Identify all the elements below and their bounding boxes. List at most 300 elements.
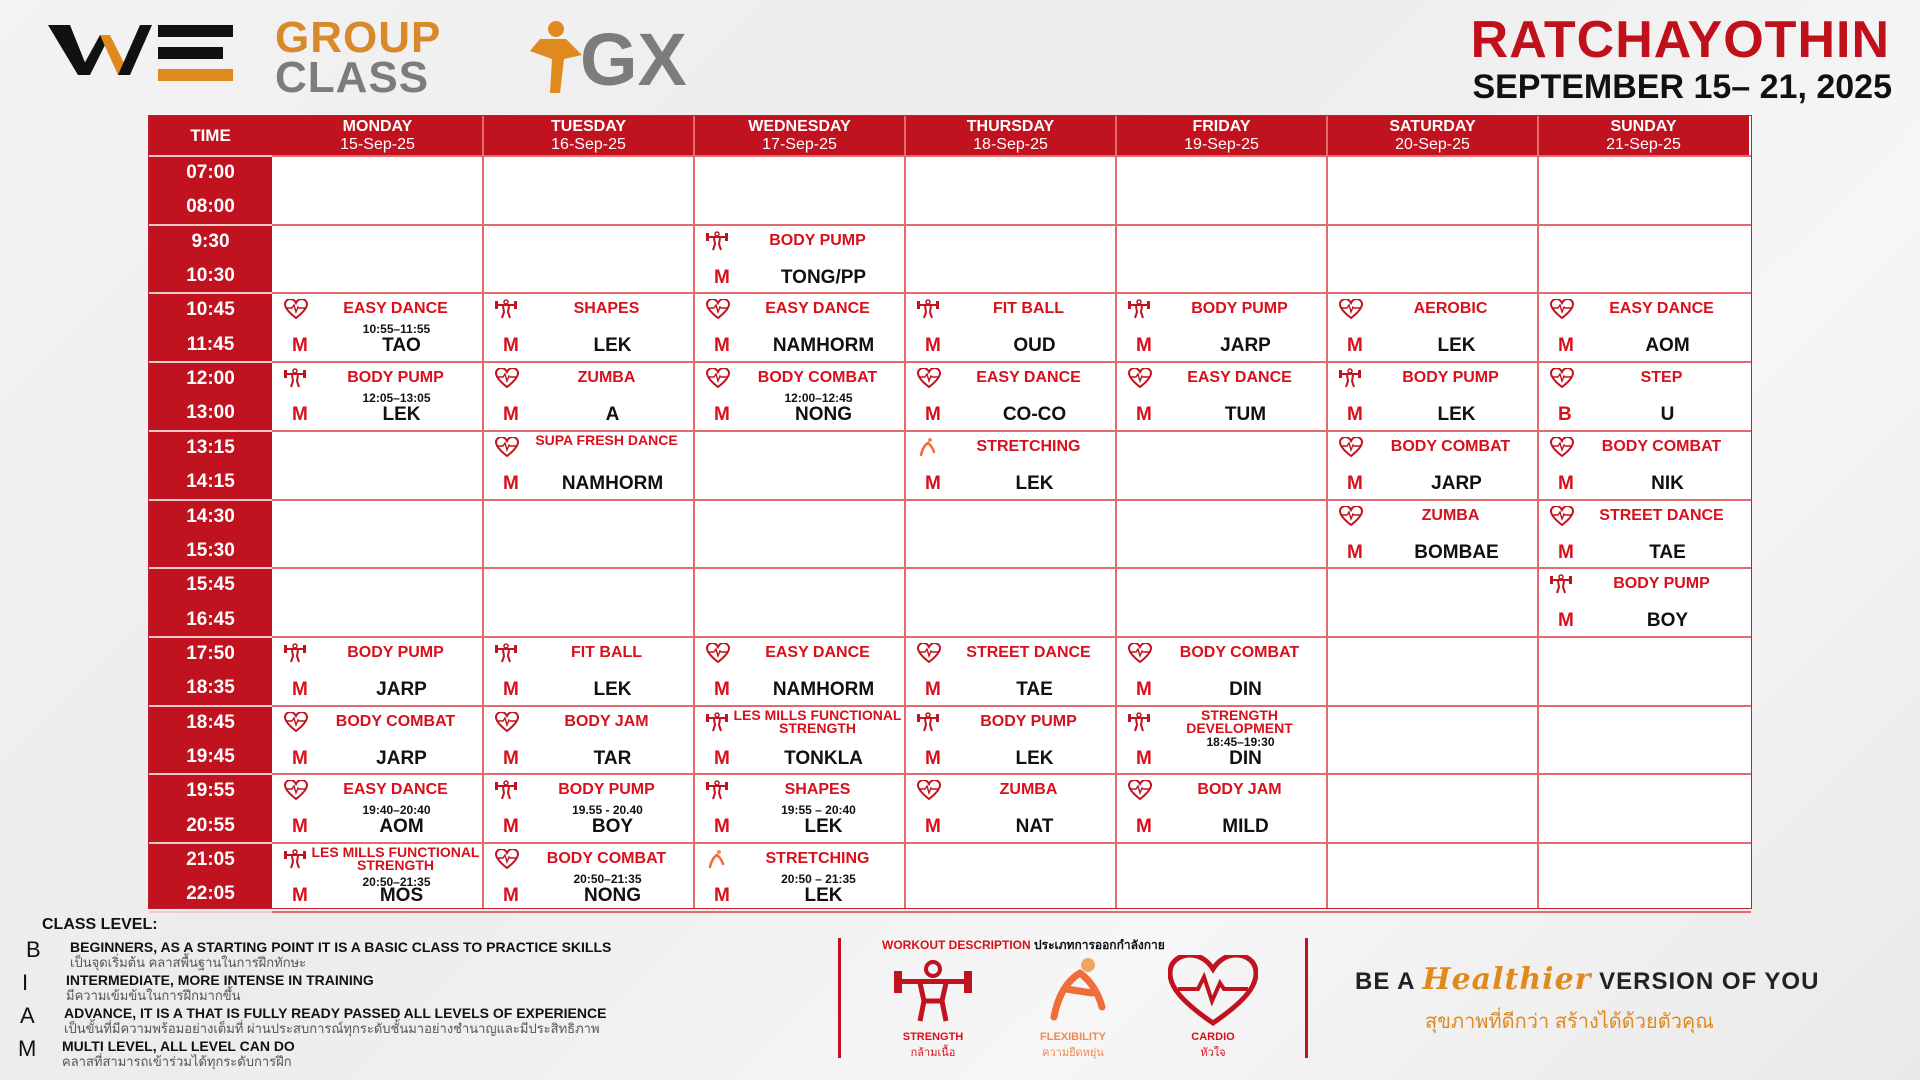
class-level: M	[1347, 472, 1363, 494]
class-name: ZUMBA	[1421, 506, 1480, 524]
class-name: BODY COMBAT	[1390, 437, 1511, 455]
row-divider	[272, 155, 1751, 157]
time-label: 16:45	[186, 608, 235, 630]
class-instructor: DIN	[1229, 747, 1262, 769]
day-date: 15-Sep-25	[340, 136, 415, 153]
class-instructor: LEK	[1437, 404, 1476, 426]
we-logo	[48, 20, 248, 90]
strength-icon	[706, 780, 730, 802]
level-letter: I	[22, 970, 29, 995]
day-name: FRIDAY	[1192, 118, 1251, 135]
class-cell[interactable]	[272, 706, 483, 775]
class-instructor: U	[1660, 404, 1675, 426]
strength-icon	[1128, 299, 1152, 321]
cardio-icon	[1550, 368, 1574, 390]
class-cell[interactable]	[905, 293, 1116, 362]
class-cell[interactable]	[1538, 293, 1749, 362]
class-level: M	[714, 335, 730, 357]
class-name: ZUMBA	[999, 781, 1058, 799]
class-level: M	[1347, 404, 1363, 426]
class-name: STREET DANCE	[1599, 506, 1724, 524]
day-header-friday	[1116, 116, 1327, 156]
class-level: M	[503, 335, 519, 357]
time-divider	[149, 636, 272, 638]
time-label: 21:05	[186, 849, 235, 870]
class-instructor: JARP	[376, 747, 427, 769]
level-letter: M	[18, 1036, 37, 1061]
logo-gx-text: GX	[580, 18, 687, 95]
class-cell[interactable]	[483, 637, 694, 706]
day-date: 21-Sep-25	[1606, 136, 1681, 153]
workout-label: CARDIO	[1191, 1031, 1235, 1043]
class-name: LES MILLS FUNCTIONAL STRENGTH	[733, 706, 902, 736]
class-cell[interactable]	[1116, 293, 1327, 362]
day-name: SUNDAY	[1610, 118, 1677, 135]
class-level: M	[925, 678, 941, 700]
time-label: 9:30	[191, 230, 230, 252]
class-name: BODY COMBAT	[1179, 643, 1300, 661]
class-name: BODY PUMP	[558, 781, 655, 799]
level-i	[22, 970, 374, 1003]
class-instructor: LEK	[804, 885, 843, 906]
class-level: B	[1558, 404, 1572, 426]
class-cell[interactable]	[1538, 568, 1749, 637]
class-cell[interactable]	[694, 774, 905, 843]
class-instructor: BOMBAE	[1414, 541, 1499, 563]
gx-logo	[520, 15, 730, 95]
level-desc-th: เป็นจุดเริ่มต้น คลาสพื้นฐานในการฝึกทักษะ	[70, 955, 307, 970]
workout-description-title	[882, 936, 1165, 955]
class-cell[interactable]	[483, 293, 694, 362]
time-label: 15:45	[186, 574, 235, 596]
group-class-logo	[275, 13, 442, 102]
class-level: M	[292, 747, 308, 769]
cardio-icon	[706, 643, 730, 665]
time-divider	[149, 361, 272, 363]
class-instructor: TAO	[382, 335, 421, 357]
class-instructor: LEK	[1015, 472, 1054, 494]
class-cell[interactable]	[272, 774, 483, 843]
class-cell[interactable]	[905, 362, 1116, 431]
cardio-icon	[1550, 506, 1574, 528]
class-name: EASY DANCE	[1609, 300, 1714, 318]
day-name: WEDNESDAY	[748, 118, 851, 135]
time-divider	[149, 567, 272, 569]
time-divider	[149, 155, 272, 157]
class-instructor: AOM	[1645, 335, 1690, 357]
class-name: BODY COMBAT	[1601, 437, 1722, 455]
class-cell[interactable]	[1116, 774, 1327, 843]
class-level: M	[714, 816, 730, 838]
time-label: 13:00	[186, 402, 235, 424]
footer-divider	[838, 938, 841, 1058]
class-instructor: AOM	[379, 816, 424, 838]
cardio-icon	[1339, 437, 1363, 459]
logo-class-text: CLASS	[275, 53, 430, 102]
class-instructor: LEK	[382, 404, 421, 426]
flexibility-icon	[706, 849, 730, 871]
class-name: SHAPES	[784, 781, 851, 799]
cardio-icon	[284, 780, 308, 802]
level-desc-th: คลาสที่สามารถเข้าร่วมได้ทุกระดับการฝึก	[62, 1054, 292, 1069]
level-letter: B	[26, 937, 41, 962]
class-cell[interactable]	[1327, 293, 1538, 362]
level-b	[26, 937, 612, 970]
class-time: 10:55–11:55	[362, 322, 431, 337]
class-instructor: NONG	[584, 885, 641, 906]
cardio-icon	[1339, 299, 1363, 321]
class-cell[interactable]	[905, 431, 1116, 500]
workout-flexibility	[1018, 955, 1128, 1061]
class-instructor: TAE	[1649, 541, 1686, 563]
workout-label: FLEXIBILITY	[1040, 1031, 1106, 1043]
class-name: EASY DANCE	[976, 369, 1081, 387]
class-name: BODY COMBAT	[546, 850, 667, 867]
time-divider	[149, 911, 272, 913]
footer-divider	[1305, 938, 1308, 1058]
day-name: MONDAY	[342, 118, 413, 135]
strength-icon	[284, 368, 308, 390]
class-instructor: JARP	[1220, 335, 1271, 357]
class-cell[interactable]	[1538, 500, 1749, 569]
cardio-icon	[284, 299, 308, 321]
class-level: M	[292, 335, 308, 357]
class-level: M	[925, 747, 941, 769]
cardio-icon	[1339, 506, 1363, 528]
level-m	[18, 1036, 295, 1069]
class-cell[interactable]	[905, 774, 1116, 843]
cardio-icon	[1550, 299, 1574, 321]
workout-title-th: ประเภทการออกกำลังกาย	[1034, 938, 1165, 952]
class-level: M	[292, 404, 308, 426]
class-cell[interactable]	[1538, 362, 1749, 431]
strength-icon	[495, 299, 519, 321]
class-cell[interactable]	[272, 637, 483, 706]
workout-label: STRENGTH	[902, 1031, 964, 1043]
class-cell[interactable]	[483, 843, 694, 912]
class-cell[interactable]	[1327, 500, 1538, 569]
class-level: M	[1136, 816, 1152, 838]
class-level: M	[714, 678, 730, 700]
class-cell[interactable]	[694, 293, 905, 362]
class-instructor: MILD	[1222, 816, 1269, 838]
branch-title: RATCHAYOTHIN	[1470, 11, 1890, 69]
cardio-icon	[495, 712, 519, 734]
class-level: M	[925, 472, 941, 494]
time-divider	[149, 224, 272, 226]
class-instructor: CO-CO	[1002, 404, 1067, 426]
workout-cardio	[1158, 955, 1268, 1061]
class-cell[interactable]	[483, 706, 694, 775]
class-cell[interactable]	[694, 225, 905, 294]
strength-icon	[495, 643, 519, 665]
time-label: 14:30	[186, 505, 235, 527]
cardio-icon	[917, 643, 941, 665]
time-label: 12:00	[186, 368, 235, 390]
day-header-monday	[272, 116, 483, 156]
class-name: BODY PUMP	[347, 643, 444, 661]
class-time: 19.55 - 20.40	[572, 803, 643, 818]
class-cell[interactable]	[1327, 431, 1538, 500]
class-level: M	[1558, 541, 1574, 563]
class-level: M	[503, 816, 519, 838]
class-cell[interactable]	[1327, 362, 1538, 431]
cardio-icon	[1128, 368, 1152, 390]
time-label: 11:45	[186, 333, 235, 355]
class-name: BODY JAM	[564, 712, 649, 730]
class-level: M	[292, 678, 308, 700]
class-time: 19:40–20:40	[362, 803, 431, 818]
class-name: STEP	[1640, 369, 1683, 387]
class-name: FIT BALL	[992, 300, 1065, 318]
class-cell[interactable]	[272, 362, 483, 431]
slogan-highlight: Healthier	[1422, 962, 1592, 997]
slogan-thai: สุขภาพที่ดีกว่า สร้างได้ด้วยตัวคุณ	[1425, 1011, 1714, 1033]
class-level: M	[1558, 610, 1574, 632]
day-name: THURSDAY	[966, 118, 1055, 135]
class-level: M	[714, 266, 730, 288]
class-cell[interactable]	[905, 637, 1116, 706]
class-name: EASY DANCE	[343, 300, 448, 318]
time-label: 10:45	[186, 299, 235, 321]
class-instructor: LEK	[1015, 747, 1054, 769]
time-divider	[149, 705, 272, 707]
class-name: BODY PUMP	[347, 369, 444, 387]
class-level: M	[1136, 335, 1152, 357]
class-name: STRETCHING	[976, 437, 1081, 455]
class-instructor: NAMHORM	[561, 472, 664, 494]
cardio-icon	[706, 299, 730, 321]
strength-icon	[706, 231, 730, 253]
class-level: M	[503, 885, 519, 906]
class-name: SUPA FRESH DANCE	[535, 431, 678, 448]
class-instructor: MOS	[379, 885, 424, 906]
class-name: STREET DANCE	[966, 643, 1091, 661]
class-level: M	[1347, 335, 1363, 357]
class-time: 12:00–12:45	[784, 391, 853, 406]
class-cell[interactable]	[1116, 706, 1327, 775]
time-label: 20:55	[186, 814, 235, 836]
cardio-icon	[706, 368, 730, 390]
time-label: 19:45	[186, 745, 235, 767]
slogan	[1355, 962, 1819, 997]
workout-strength	[878, 955, 988, 1061]
time-divider	[149, 292, 272, 294]
schedule-dates: SEPTEMBER 15– 21, 2025	[1472, 68, 1892, 106]
class-name: ZUMBA	[577, 369, 636, 387]
strength-icon	[495, 780, 519, 802]
class-instructor: NAT	[1015, 816, 1054, 838]
class-instructor: LEK	[804, 816, 843, 838]
time-label: 18:35	[186, 677, 235, 699]
strength-icon	[1128, 712, 1152, 734]
class-name: BODY PUMP	[980, 712, 1077, 730]
class-name: BODY PUMP	[1613, 575, 1710, 593]
class-instructor: TUM	[1224, 404, 1267, 426]
day-header-saturday	[1327, 116, 1538, 156]
flexibility-icon	[917, 437, 941, 459]
flexibility-icon	[1030, 955, 1116, 1027]
class-instructor: BOY	[1646, 610, 1689, 632]
class-level: M	[1558, 335, 1574, 357]
class-level: M	[503, 678, 519, 700]
class-name: BODY COMBAT	[335, 712, 456, 730]
slogan-post: VERSION OF YOU	[1591, 968, 1820, 995]
time-label: 19:55	[186, 780, 235, 802]
class-cell[interactable]	[272, 843, 483, 912]
class-name: EASY DANCE	[1187, 369, 1292, 387]
strength-icon	[890, 955, 976, 1027]
class-cell[interactable]	[694, 362, 905, 431]
day-date: 17-Sep-25	[762, 136, 837, 153]
class-cell[interactable]	[483, 774, 694, 843]
class-level: M	[1136, 404, 1152, 426]
level-desc-th: มีความเข้มข้นในการฝึกมากขึ้น	[66, 988, 241, 1003]
slogan-pre: BE A	[1355, 968, 1423, 995]
class-instructor: LEK	[1437, 335, 1476, 357]
class-level: M	[292, 816, 308, 838]
class-instructor: NAMHORM	[772, 678, 875, 700]
class-name: BODY COMBAT	[757, 369, 878, 387]
level-a	[20, 1003, 607, 1036]
workout-title-en: WORKOUT DESCRIPTION	[882, 938, 1031, 952]
class-name: EASY DANCE	[765, 300, 870, 318]
workout-label-th: ความยืดหยุ่น	[1042, 1047, 1104, 1059]
class-instructor: NAMHORM	[772, 335, 875, 357]
row-divider	[272, 224, 1751, 226]
class-cell[interactable]	[483, 431, 694, 500]
class-name: AEROBIC	[1413, 300, 1488, 318]
strength-icon	[1339, 368, 1363, 390]
day-date: 16-Sep-25	[551, 136, 626, 153]
class-instructor: A	[605, 404, 620, 426]
cardio-icon	[1128, 780, 1152, 802]
class-instructor: LEK	[593, 335, 632, 357]
day-header-sunday	[1538, 116, 1749, 156]
class-time: 20:50 – 21:35	[781, 872, 856, 886]
class-instructor: NONG	[795, 404, 852, 426]
class-cell[interactable]	[1116, 362, 1327, 431]
strength-icon	[706, 712, 730, 734]
class-instructor: JARP	[1431, 472, 1482, 494]
class-cell[interactable]	[1116, 637, 1327, 706]
class-instructor: OUD	[1013, 335, 1056, 357]
class-level: M	[714, 747, 730, 769]
cardio-icon	[917, 780, 941, 802]
class-level: M	[1136, 678, 1152, 700]
time-divider	[149, 773, 272, 775]
class-instructor: DIN	[1229, 678, 1262, 700]
class-name: STRENGTH DEVELOPMENT	[1186, 706, 1293, 736]
class-level: M	[1136, 747, 1152, 769]
class-level-title: CLASS LEVEL:	[42, 916, 158, 933]
class-cell[interactable]	[694, 637, 905, 706]
class-cell[interactable]	[1538, 431, 1749, 500]
class-name: LES MILLS FUNCTIONAL STRENGTH	[311, 844, 480, 873]
class-name: FIT BALL	[570, 643, 643, 661]
class-name: SHAPES	[573, 300, 640, 318]
class-instructor: TAE	[1016, 678, 1053, 700]
class-level: M	[925, 816, 941, 838]
day-name: SATURDAY	[1389, 118, 1476, 135]
time-header: TIME	[190, 126, 231, 145]
day-name: TUESDAY	[551, 118, 626, 135]
class-cell[interactable]	[483, 362, 694, 431]
cardio-icon	[495, 437, 519, 459]
class-instructor: BOY	[591, 816, 634, 838]
strength-icon	[1550, 574, 1574, 596]
workout-label-th: หัวใจ	[1200, 1047, 1226, 1059]
cardio-icon	[1128, 643, 1152, 665]
time-label: 18:45	[186, 711, 235, 733]
class-name: BODY PUMP	[1402, 369, 1499, 387]
class-level: M	[1347, 541, 1363, 563]
class-level: M	[1558, 472, 1574, 494]
class-time: 12:05–13:05	[362, 391, 431, 406]
level-desc: BEGINNERS, AS A STARTING POINT IT IS A BASIC CLASS TO PRACTICE SKILLS	[70, 939, 612, 955]
day-date: 20-Sep-25	[1395, 136, 1470, 153]
time-divider	[149, 430, 272, 432]
class-name: BODY JAM	[1197, 781, 1282, 799]
class-time: 18:45–19:30	[1206, 734, 1275, 749]
class-name: BODY PUMP	[769, 231, 866, 249]
time-label: 10:30	[186, 265, 235, 287]
class-cell[interactable]	[272, 293, 483, 362]
schedule-table	[148, 115, 1752, 909]
class-cell[interactable]	[694, 843, 905, 912]
class-level: M	[503, 472, 519, 494]
day-header-thursday	[905, 116, 1116, 156]
class-instructor: TONG/PP	[780, 266, 867, 288]
class-level: M	[292, 885, 308, 906]
level-desc-th: เป็นขั้นที่มีความพร้อมอย่างเต็มที่ ผ่านประสบการณ์ทุกระดับชั้นมาอย่างชำนาญและมีประสิทธิภาพ	[64, 1021, 600, 1036]
cardio-icon	[495, 368, 519, 390]
day-date: 19-Sep-25	[1184, 136, 1259, 153]
cardio-icon	[495, 849, 519, 871]
class-instructor: TONKLA	[784, 747, 863, 769]
time-label: 13:15	[186, 436, 235, 458]
level-desc: INTERMEDIATE, MORE INTENSE IN TRAINING	[66, 972, 374, 988]
class-instructor: LEK	[593, 678, 632, 700]
cardio-icon	[1168, 955, 1258, 1027]
time-label: 22:05	[186, 883, 235, 905]
class-cell[interactable]	[905, 706, 1116, 775]
class-time: 20:50–21:35	[362, 875, 431, 889]
workout-label-th: กล้ามเนื้อ	[910, 1047, 956, 1059]
class-time: 19:55 – 20:40	[781, 803, 856, 818]
time-label: 08:00	[186, 196, 235, 218]
day-date: 18-Sep-25	[973, 136, 1048, 153]
class-name: STRETCHING	[765, 850, 870, 867]
strength-icon	[284, 849, 308, 871]
time-label: 07:00	[186, 162, 235, 183]
time-divider	[149, 499, 272, 501]
cardio-icon	[284, 712, 308, 734]
class-level: M	[503, 404, 519, 426]
class-level: M	[714, 885, 730, 906]
cardio-icon	[917, 368, 941, 390]
level-desc: ADVANCE, IT IS A THAT IS FULLY READY PASSED ALL LEVELS OF EXPERIENCE	[64, 1005, 607, 1021]
time-label: 14:15	[186, 471, 235, 493]
logo-group-text: GROUP	[275, 13, 442, 62]
class-level: M	[925, 335, 941, 357]
class-level: M	[925, 404, 941, 426]
day-header-tuesday	[483, 116, 694, 156]
class-instructor: TAR	[593, 747, 632, 769]
class-cell[interactable]	[694, 706, 905, 775]
class-name: BODY PUMP	[1191, 300, 1288, 318]
class-level: M	[503, 747, 519, 769]
